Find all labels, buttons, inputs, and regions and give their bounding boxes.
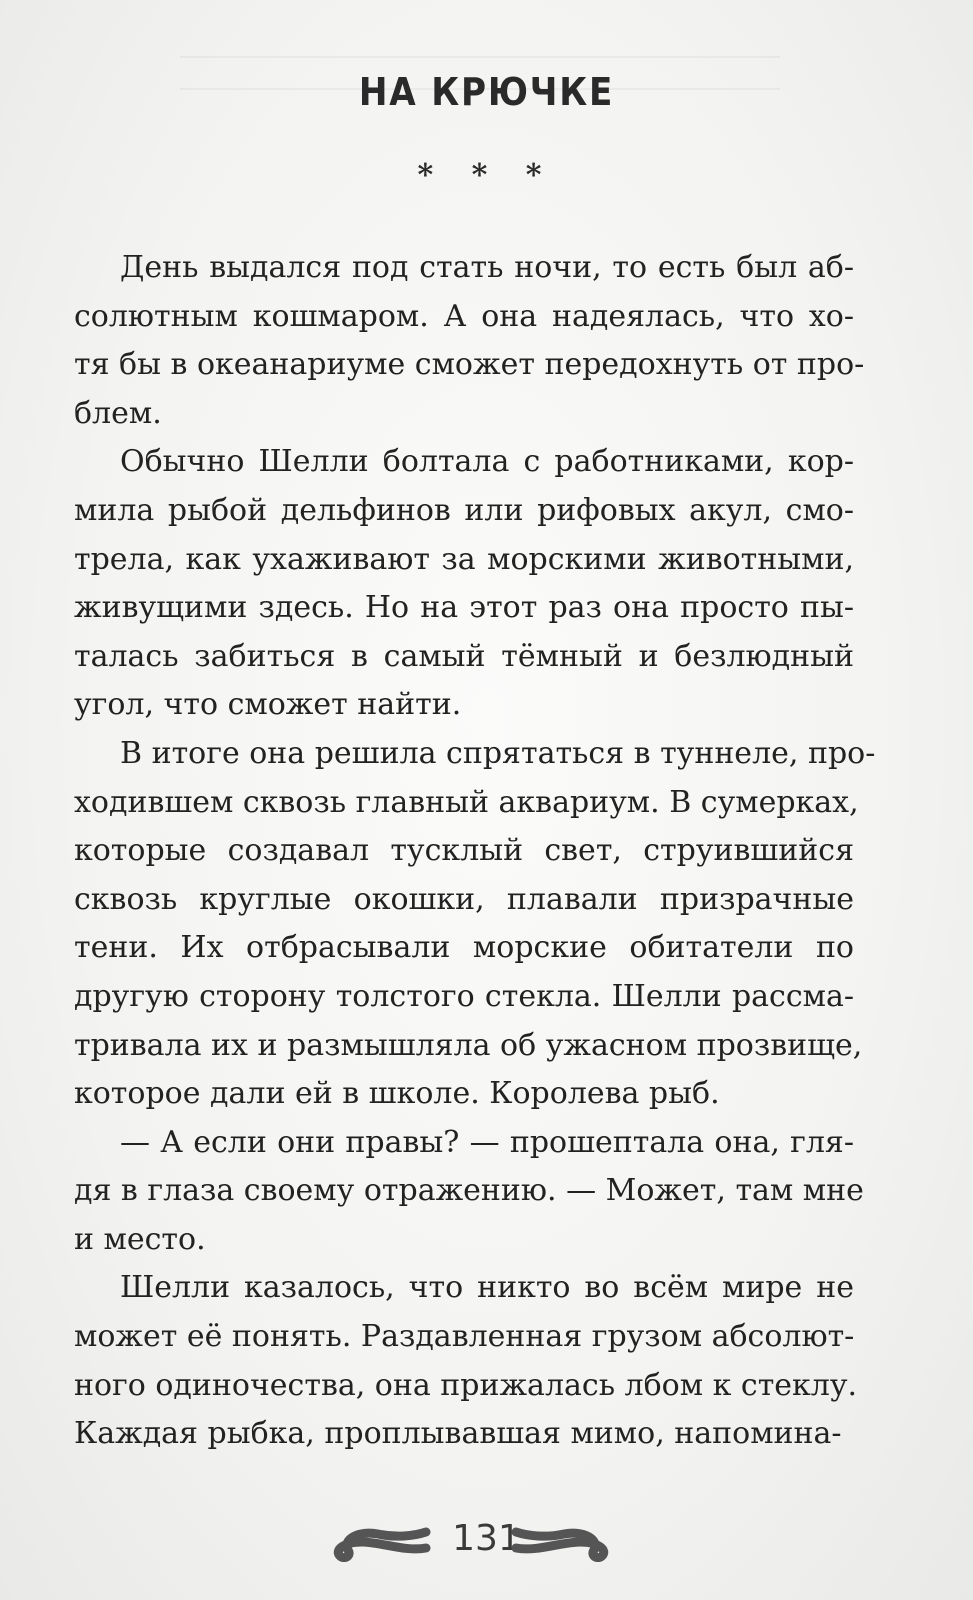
- text-line: которое дали ей в школе. Королева рыб.: [74, 1076, 720, 1112]
- text-line: трела, как ухаживают за морскими животными,: [74, 541, 854, 577]
- text-line: и место.: [74, 1221, 206, 1257]
- text-line: В итоге она решила спрятаться в туннеле, про-: [120, 735, 876, 771]
- section-break: * * *: [417, 158, 556, 193]
- text-line: тя бы в океанариуме сможет передохнуть от про-: [74, 347, 865, 383]
- text-line: Шелли казалось, что никто во всём мире не: [120, 1270, 854, 1306]
- page-footer: [0, 1500, 973, 1580]
- text-line: блем.: [74, 395, 162, 431]
- text-line: мила рыбой дельфинов или рифовых акул, смо-: [74, 492, 854, 528]
- text-line: дя в глаза своему отражению. — Может, там мне: [74, 1173, 864, 1209]
- text-line: талась забиться в самый тёмный и безлюдный: [74, 638, 854, 674]
- text-line: которые создавал тусклый свет, струившийся: [74, 833, 854, 869]
- paragraph: [74, 730, 876, 1119]
- text-line: солютным кошмаром. А она надеялась, что хо-: [74, 298, 854, 334]
- text-line: другую сторону толстого стекла. Шелли рассма-: [74, 978, 854, 1014]
- text-line: Обычно Шелли болтала с работниками, кор-: [120, 444, 854, 480]
- text-line: тени. Их отбрасывали морские обитатели по: [74, 930, 854, 966]
- paragraph: [74, 438, 854, 730]
- text-line: может её понять. Раздавленная грузом абсолют-: [74, 1319, 855, 1355]
- text-line: угол, что сможет найти.: [74, 687, 462, 723]
- text-line: Каждая рыбка, проплывавшая мимо, напомина-: [74, 1416, 842, 1452]
- swirl-ornament-icon-right: [510, 1512, 620, 1562]
- body-text: [74, 244, 876, 1459]
- text-line: живущими здесь. Но на этот раз она просто пы-: [74, 590, 854, 626]
- text-line: ходившем сквозь главный аквариум. В сумерках,: [74, 784, 859, 820]
- text-line: тривала их и размышляла об ужасном прозвище,: [74, 1027, 863, 1063]
- page-number: 131: [452, 1518, 521, 1559]
- running-title: НА КРЮЧКЕ: [358, 70, 615, 114]
- paragraph: [74, 1119, 864, 1265]
- text-line: День выдался под стать ночи, то есть был аб-: [120, 250, 854, 285]
- text-line: сквозь круглые окошки, плавали призрачные: [74, 881, 854, 917]
- text-line: ного одиночества, она прижалась лбом к стеклу.: [74, 1367, 858, 1403]
- text-line: — А если они правы? — прошептала она, гля-: [120, 1124, 854, 1160]
- paragraph: [74, 244, 865, 438]
- paragraph: [74, 1264, 858, 1458]
